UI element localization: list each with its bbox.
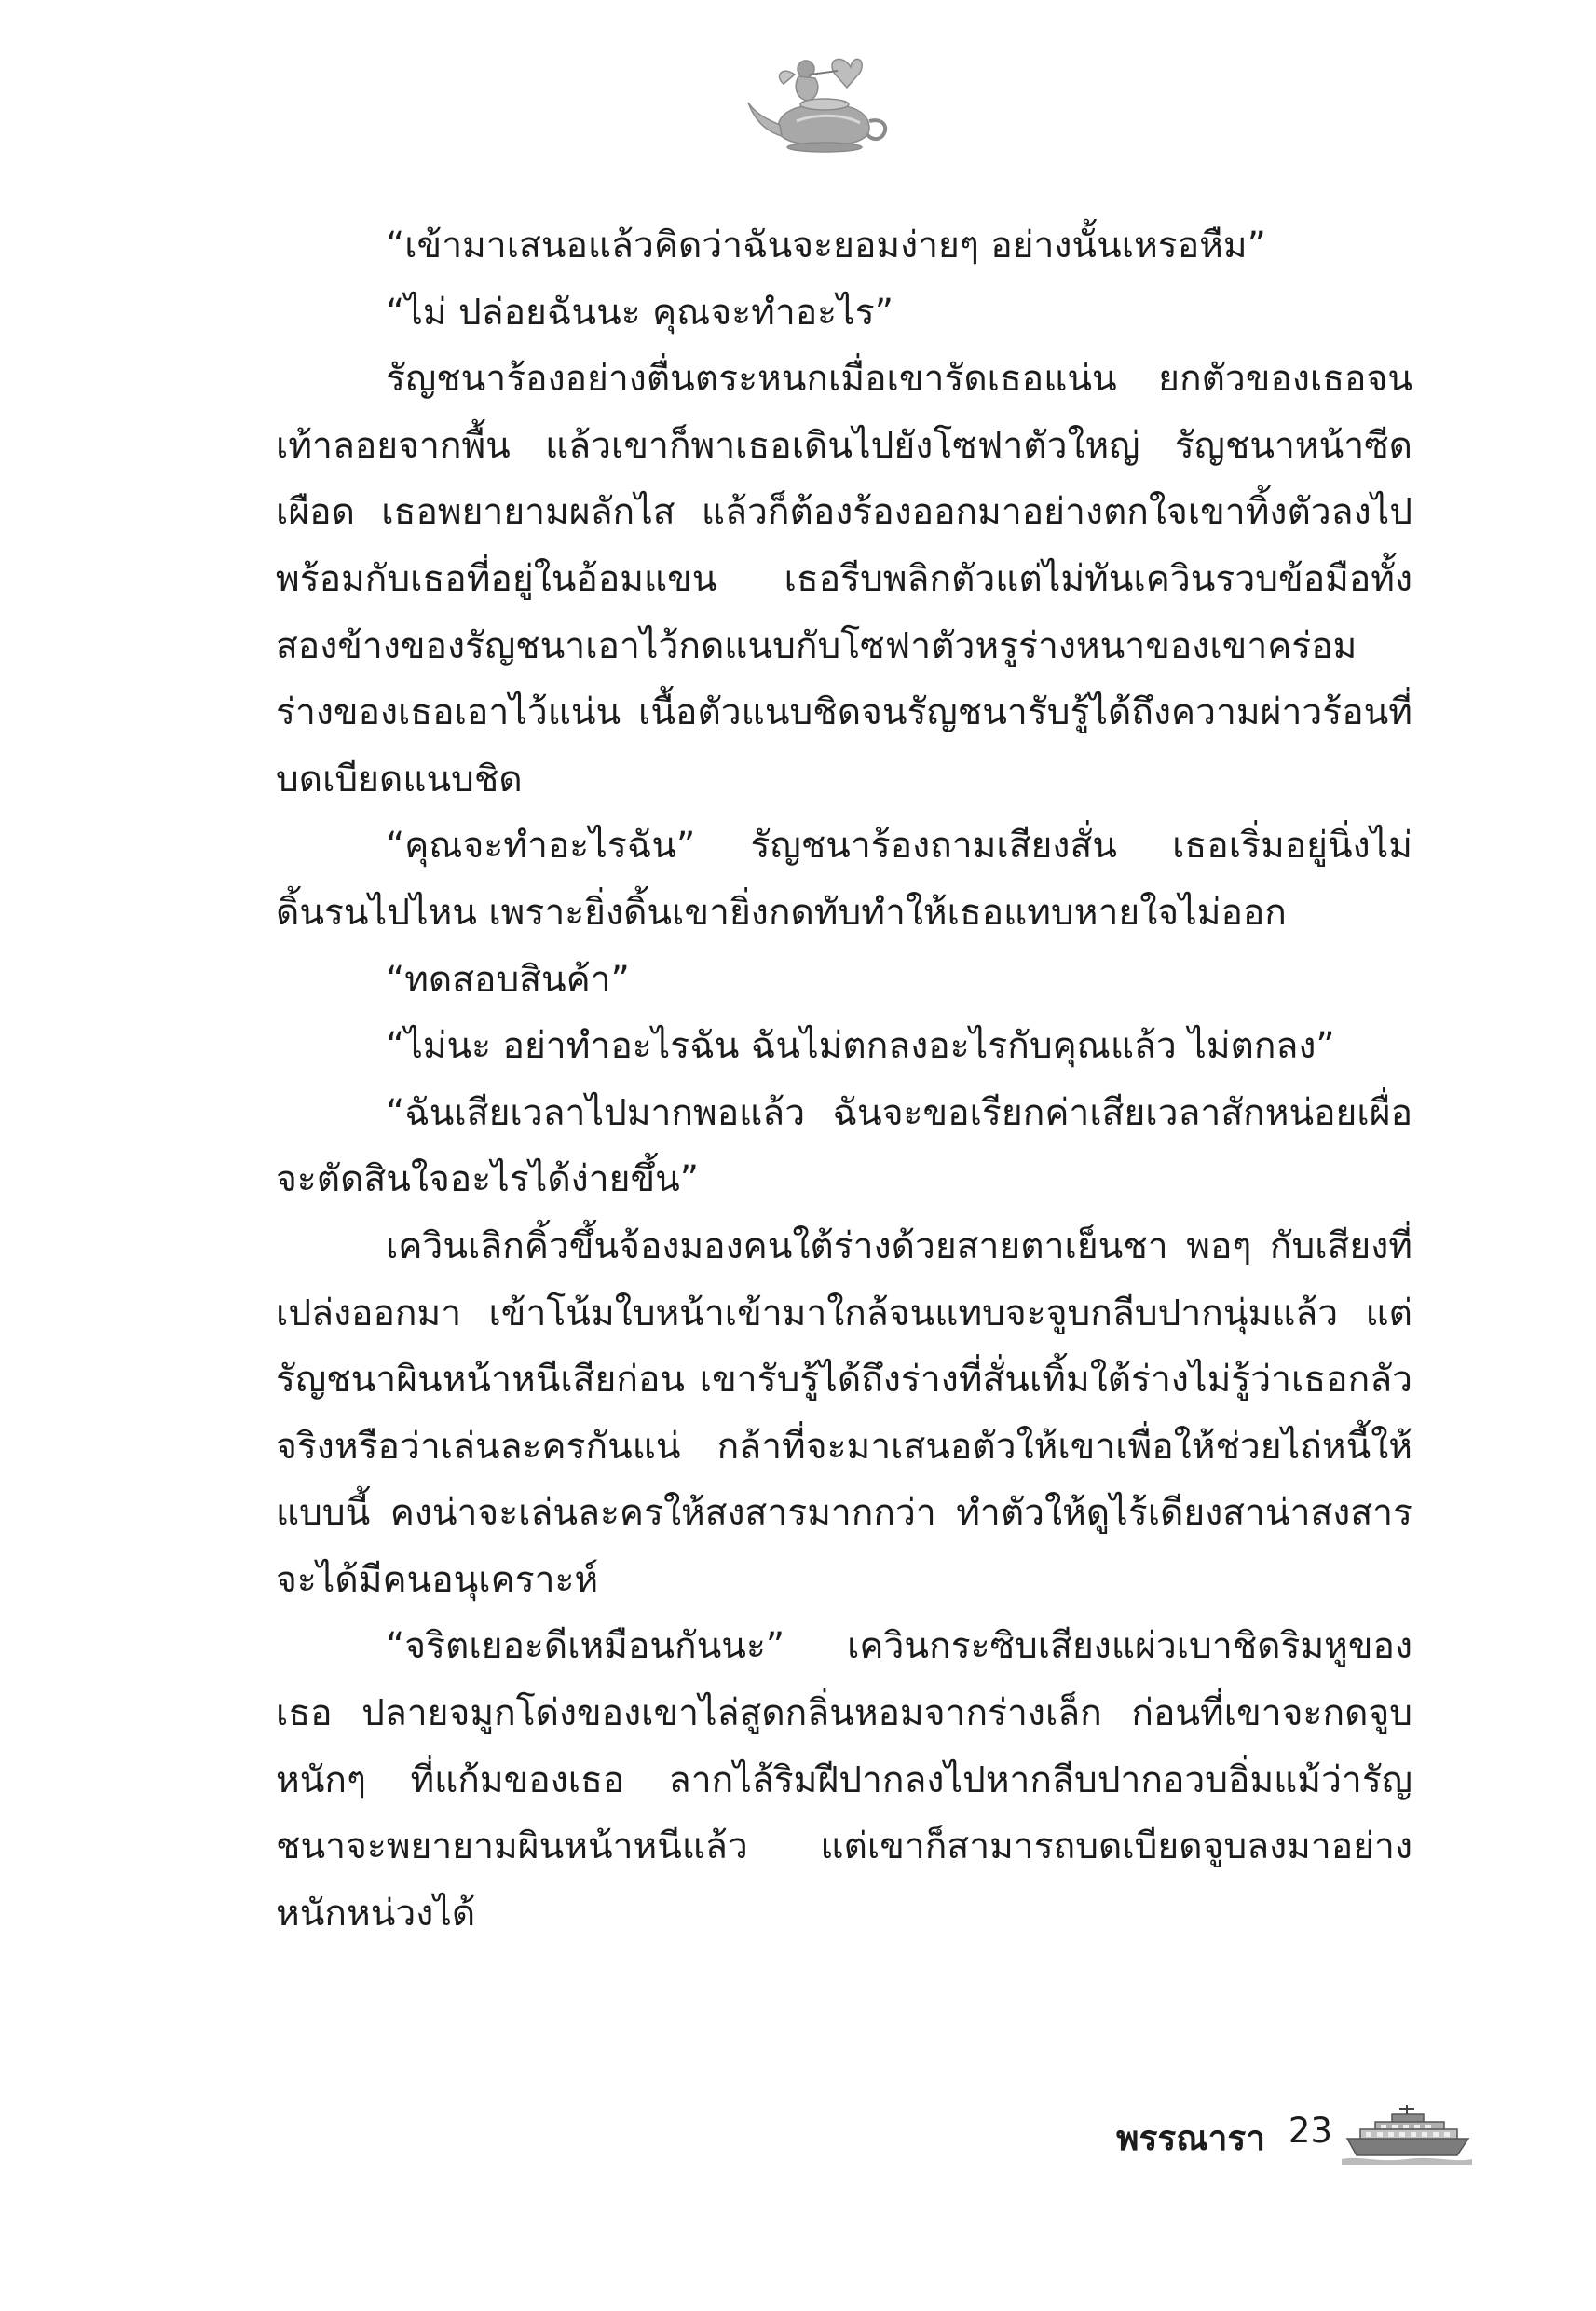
paragraph: “จริตเยอะดีเหมือนกันนะ” เควินกระซิบเสียงแผ่วเบาชิดริมหูของเธอ ปลายจมูกโด่งของเขาไล่สูดกลิ่นหอมจากร่างเล็ก ก่อนที่เขาจะกดจูบหนักๆ ที่แก้มของเธอ ลากไล้ริมฝีปากลงไปหากลีบปากอวบอิ่มแม้ว่ารัญชนาจะพยายามผินหน้าหนีแล้ว แต่เขาก็สามารถบดเบียดจูบลงมาอย่างหนักหน่วงได้ [276, 1625, 1412, 1935]
page-footer [1006, 2101, 1472, 2195]
paragraph: “ไม่นะ อย่าทำอะไรฉัน ฉันไม่ตกลงอะไรกับคุณแล้ว ไม่ตกลง” [386, 1025, 1335, 1068]
paragraph: “คุณจะทำอะไรฉัน” รัญชนาร้องถามเสียงสั่น เธอเริ่มอยู่นิ่งไม่ดิ้นรนไปไหน เพราะยิ่งดิ้นเขายิ่งกดทับทำให้เธอแทบหายใจไม่ออก [276, 825, 1412, 934]
paragraph: “ทดสอบสินค้า” [386, 958, 630, 1001]
paragraph: รัญชนาร้องอย่างตื่นตระหนกเมื่อเขารัดเธอแน่น ยกตัวของเธอจนเท้าลอยจากพื้น แล้วเขาก็พาเธอเดินไปยังโซฟาตัวใหญ่ รัญชนาหน้าซีดเผือด เธอพยายามผลักไส แล้วก็ต้องร้องออกมาอย่างตกใจเขาทิ้งตัวลงไปพร้อมกับเธอที่อยู่ในอ้อมแขน เธอรีบพลิกตัวแต่ไม่ทันเควินรวบข้อมือทั้งสองข้างของรัญชนาเอาไว้กดแนบกับโซฟาตัวหรูร่างหนาของเขาคร่อมร่างของเธอเอาไว้แน่น เนื้อตัวแนบชิดจนรัญชนารับรู้ได้ถึงความผ่าวร้อนที่บดเบียดแนบชิด [276, 358, 1412, 800]
book-title: พรรณารา [1116, 2118, 1265, 2158]
page-number: 23 [1288, 2111, 1332, 2151]
cupid-teapot-ornament-icon [741, 47, 908, 158]
paragraph: “เข้ามาเสนอแล้วคิดว่าฉันจะยอมง่ายๆ อย่างนั้นเหรอหืม” [386, 225, 1266, 267]
cruise-ship-icon [1342, 2101, 1472, 2167]
paragraph: เควินเลิกคิ้วขึ้นจ้องมองคนใต้ร่างด้วยสายตาเย็นชา พอๆ กับเสียงที่เปล่งออกมา เข้าโน้มใบหน้าเข้ามาใกล้จนแทบจะจูบกลีบปากนุ่มแล้ว แต่รัญชนาผินหน้าหนีเสียก่อน เขารับรู้ได้ถึงร่างที่สั่นเทิ้มใต้ร่างไม่รู้ว่าเธอกลัวจริงหรือว่าเล่นละครกันแน่ กล้าที่จะมาเสนอตัวให้เขาเพื่อให้ช่วยไถ่หนี้ให้แบบนี้ คงน่าจะเล่นละครให้สงสารมากกว่า ทำตัวให้ดูไร้เดียงสาน่าสงสารจะได้มีคนอนุเคราะห์ [276, 1224, 1412, 1601]
body-text [276, 212, 1412, 1947]
paragraph: “ฉันเสียเวลาไปมากพอแล้ว ฉันจะขอเรียกค่าเสียเวลาสักหน่อยเผื่อจะตัดสินใจอะไรได้ง่ายขึ้น” [276, 1091, 1412, 1201]
paragraph: “ไม่ ปล่อยฉันนะ คุณจะทำอะไร” [386, 291, 893, 334]
